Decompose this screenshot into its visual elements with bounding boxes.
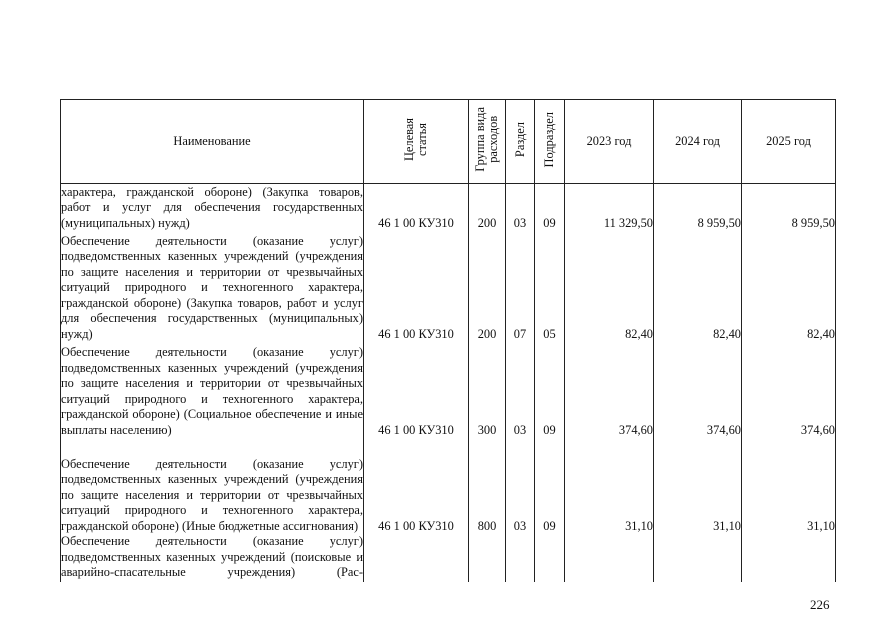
row-target: 46 1 00 КУ310	[364, 184, 469, 232]
row-2023	[565, 534, 654, 582]
row-2025: 82,40	[742, 231, 836, 342]
table-row	[61, 184, 836, 232]
row-subsection: 09	[535, 184, 565, 232]
row-2024: 8 959,50	[654, 184, 742, 232]
header-2024: 2024 год	[654, 100, 742, 184]
row-2023: 11 329,50	[565, 184, 654, 232]
table-row	[61, 231, 836, 342]
budget-table	[60, 99, 836, 582]
header-target: Целевая статья	[364, 100, 469, 184]
row-target	[364, 534, 469, 582]
row-2024: 374,60	[654, 342, 742, 438]
header-2025: 2025 год	[742, 100, 836, 184]
row-section: 03	[506, 342, 535, 438]
page-number: 226	[810, 597, 830, 612]
row-section: 07	[506, 231, 535, 342]
row-name: характера, гражданской обороне) (Закупка товаров, работ и услуг для обеспечения государственных (муниципальных) нужд)	[61, 184, 363, 230]
row-target: 46 1 00 КУ310	[364, 438, 469, 534]
row-group: 300	[469, 342, 506, 438]
row-section: 03	[506, 438, 535, 534]
row-group	[469, 534, 506, 582]
row-2024: 31,10	[654, 438, 742, 534]
row-target: 46 1 00 КУ310	[364, 231, 469, 342]
header-subsection: Подраздел	[535, 100, 565, 184]
row-2023: 374,60	[565, 342, 654, 438]
header-2023: 2023 год	[565, 100, 654, 184]
row-name: Обеспечение деятельности (оказание услуг) подведомственных казенных учреждений (учреждения по защите населения и территории от чрезвычайных ситуаций природного и техногенного характера, гражданской обороне) (Закупка товаров, работ и услуг для обеспечения государственных (муниципальных) нужд)	[61, 231, 364, 342]
row-group: 200	[469, 184, 506, 232]
row-subsection	[535, 534, 565, 582]
row-subsection: 09	[535, 342, 565, 438]
row-2023: 31,10	[565, 438, 654, 534]
row-subsection: 05	[535, 231, 565, 342]
row-2025	[742, 534, 836, 582]
row-group: 200	[469, 231, 506, 342]
row-target: 46 1 00 КУ310	[364, 342, 469, 438]
header-group: Группа вида расходов	[469, 100, 506, 184]
table-row	[61, 534, 836, 582]
row-subsection: 09	[535, 438, 565, 534]
row-2023: 82,40	[565, 231, 654, 342]
row-2025: 31,10	[742, 438, 836, 534]
row-section	[506, 534, 535, 582]
row-name: Обеспечение деятельности (оказание услуг) подведомственных казенных учреждений (учреждения по защите населения и территории от чрезвычайных ситуаций природного и техногенного характера, гражданской обороне) (Иные бюджетные ассигнования)	[61, 438, 364, 534]
header-name: Наименование	[61, 100, 364, 184]
row-2024: 82,40	[654, 231, 742, 342]
table-row	[61, 342, 836, 438]
row-2024	[654, 534, 742, 582]
row-name: Обеспечение деятельности (оказание услуг) подведомственных казенных учреждений (поисковые и аварийно-спасательные учреждения) (Рас-	[61, 534, 364, 582]
table-row	[61, 438, 836, 534]
header-section: Раздел	[506, 100, 535, 184]
row-2025: 374,60	[742, 342, 836, 438]
row-2025: 8 959,50	[742, 184, 836, 232]
row-group: 800	[469, 438, 506, 534]
table-header-row	[61, 100, 836, 184]
row-section: 03	[506, 184, 535, 232]
row-name: Обеспечение деятельности (оказание услуг) подведомственных казенных учреждений (учреждения по защите населения и территории от чрезвычайных ситуаций природного и техногенного характера, гражданской обороне) (Социальное обеспечение и иные выплаты населению)	[61, 342, 364, 438]
